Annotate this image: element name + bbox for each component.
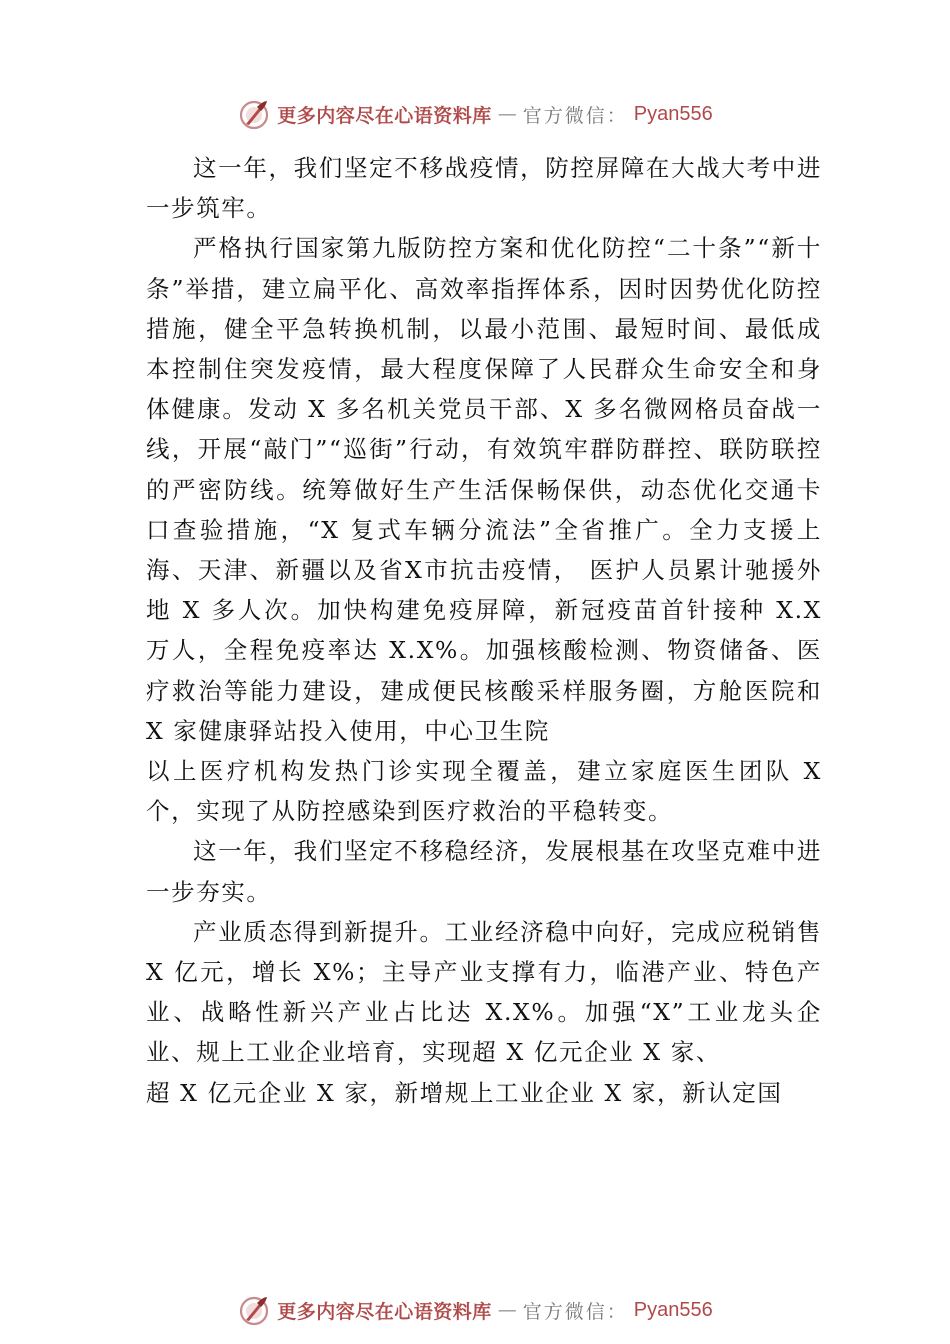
paragraph-epidemic-heading: 这一年，我们坚定不移战疫情，防控屏障在大战大考中进一步筑牢。 (146, 154, 822, 223)
header-watermark (0, 94, 950, 134)
paragraph-industry-continued: 超 X 亿元企业 X 家，新增规上工业企业 X 家，新认定国 (146, 1078, 783, 1107)
watermark-official-label: 官方微信： (522, 1300, 628, 1323)
document-body (146, 148, 822, 1113)
watermark-dash: — (497, 103, 517, 125)
paragraph-economy-heading: 这一年，我们坚定不移稳经济，发展根基在攻坚克难中进一步夯实。 (146, 837, 822, 906)
watermark-official-label: 官方微信： (522, 104, 628, 127)
footer-watermark (0, 1290, 950, 1330)
paragraph-epidemic-detail: 严格执行国家第九版防控方案和优化防控“二十条”“新十条”举措，建立扁平化、高效率指挥体系，因时因势优化防控措施，健全平急转换机制，以最小范围、最短时间、最低成本控制住突发疫情，最大程度保障了人民群众生命安全和身体健康。发动 X 多名机关党员干部、X 多名微网格员奋战一线，开展“敲门”“巡街”行动，有效筑牢群防群控、联防联控的严密防线。统筹做好生产生活保畅保供，动态优化交通卡口查验措施，“X 复式车辆分流法”全省推广。全力支援上海、天津、新疆以及省X市抗击疫情， 医护人员累计驰援外地 X 多人次。加快构建免疫屏障，新冠疫苗首针接种 X.X 万人，全程免疫率达 X.X%。加强核酸检测、物资储备、医疗救治等能力建设，建成便民核酸采样服务圈，方舱医院和 X 家健康驿站投入使用，中心卫生院 (146, 234, 822, 745)
watermark-dash: — (497, 1299, 517, 1321)
paragraph-industry-detail: 产业质态得到新提升。工业经济稳中向好，完成应税销售 X 亿元，增长 X%；主导产业支撑有力，临港产业、特色产业、战略性新兴产业占比达 X.X%。加强“X”工业龙头企业、规上工业企业培育，实现超 X 亿元企业 X 家、 (146, 917, 822, 1067)
watermark-brand: 更多内容尽在心语资料库 (277, 104, 492, 127)
paragraph-epidemic-continued: 以上医疗机构发热门诊实现全覆盖，建立家庭医生团队 X 个，实现了从防控感染到医疗救治的平稳转变。 (146, 757, 822, 826)
watermark-brand: 更多内容尽在心语资料库 (277, 1300, 492, 1323)
watermark-wechat-id: Pyan556 (633, 1298, 713, 1321)
pen-quill-logo-icon (237, 1293, 271, 1327)
watermark-wechat-id: Pyan556 (633, 102, 713, 125)
pen-quill-logo-icon (237, 97, 271, 131)
